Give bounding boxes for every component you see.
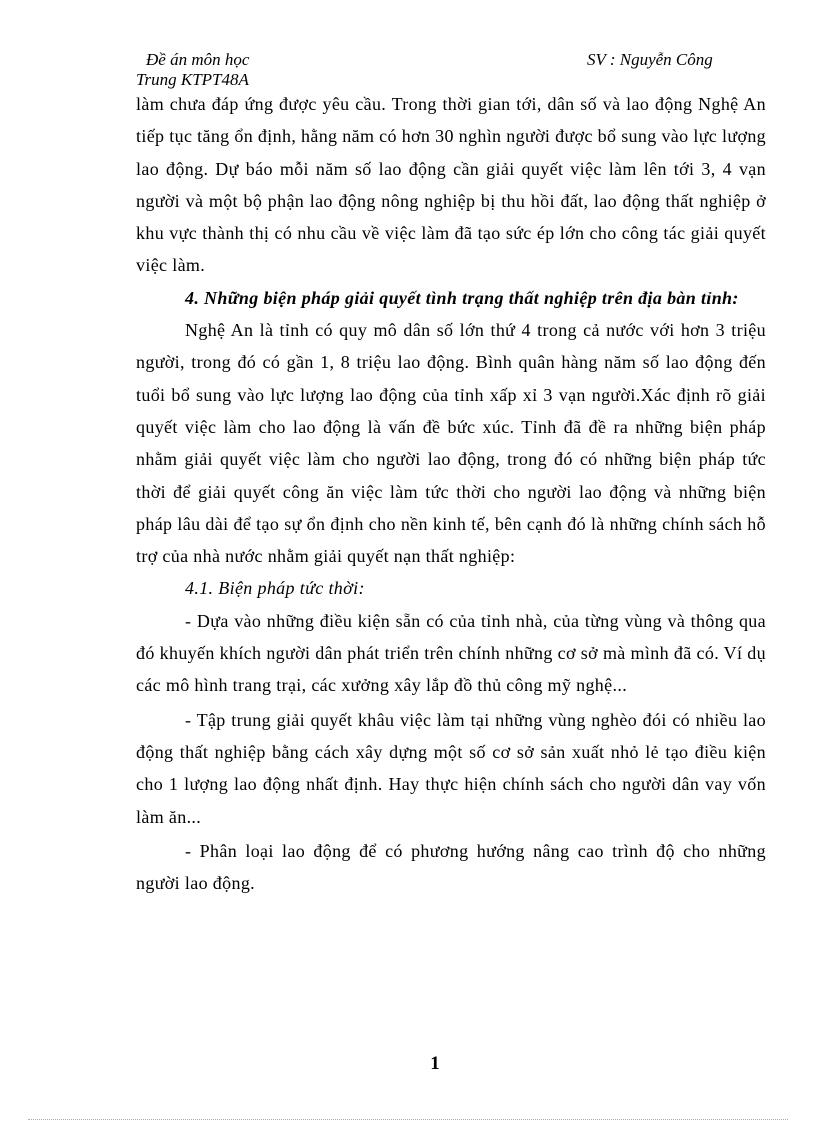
header-class-code: Trung KTPT48A [136, 70, 249, 89]
paragraph-intro-continuation: làm chưa đáp ứng được yêu cầu. Trong thời gian tới, dân số và lao động Nghệ An tiếp tục tăng ổn định, hằng năm có hơn 30 nghìn người được bổ sung vào lực lượng lao động. Dự báo mỗi năm số lao động cần giải quyết việc làm lên tới 3, 4 vạn người và một bộ phận lao động nông nghiệp bị thu hồi đất, lao động thất nghiệp ở khu vực thành thị có nhu cầu về việc làm đã tạo sức ép lớn cho công tác giải quyết việc làm. [136, 94, 767, 276]
bullet-paragraph-2: - Tập trung giải quyết khâu việc làm tại những vùng nghèo đói có nhiều lao động thất nghiệp bằng cách xây dựng một số cơ sở sản xuất nhỏ lẻ tạo điều kiện cho 1 lượng lao động nhất định. Hay thực hiện chính sách cho người dân vay vốn làm ăn... [136, 709, 766, 827]
header-student-name: SV : Nguyễn Công [587, 50, 713, 69]
footer-divider [28, 1119, 788, 1120]
subsection-heading-4-1: 4.1. Biện pháp tức thời: [185, 578, 365, 599]
page-number: 1 [430, 1053, 440, 1074]
bullet-paragraph-3: - Phân loại lao động để có phương hướng nâng cao trình độ cho những người lao động. [136, 840, 766, 894]
header-course-title: Đề án môn học [146, 50, 250, 69]
section-heading-4: 4. Những biện pháp giải quyết tình trạng thất nghiệp trên địa bàn tỉnh: [185, 287, 739, 308]
document-body [136, 88, 766, 899]
paragraph-overview: Nghệ An là tỉnh có quy mô dân số lớn thứ 4 trong cả nước với hơn 3 triệu người, trong đó có gần 1, 8 triệu lao động. Bình quân hàng năm số lao động đến tuổi bổ sung vào lực lượng lao động của tỉnh xấp xỉ 3 vạn người.Xác định rõ giải quyết việc làm cho lao động là vấn đề bức xúc. Tỉnh đã đề ra những biện pháp nhằm giải quyết việc làm cho người lao động, trong đó có những biện pháp tức thời để giải quyết công ăn việc làm tức thời cho người lao động và những biện pháp lâu dài để tạo sự ổn định cho nền kinh tế, bên cạnh đó là những chính sách hỗ trợ của nhà nước nhằm giải quyết nạn thất nghiệp: [136, 320, 766, 567]
bullet-paragraph-1: - Dựa vào những điều kiện sẵn có của tỉnh nhà, của từng vùng và thông qua đó khuyến khích người dân phát triển trên chính những cơ sở mà mình đã có. Ví dụ các mô hình trang trại, các xưởng xây lắp đồ thủ công mỹ nghệ... [136, 610, 766, 696]
